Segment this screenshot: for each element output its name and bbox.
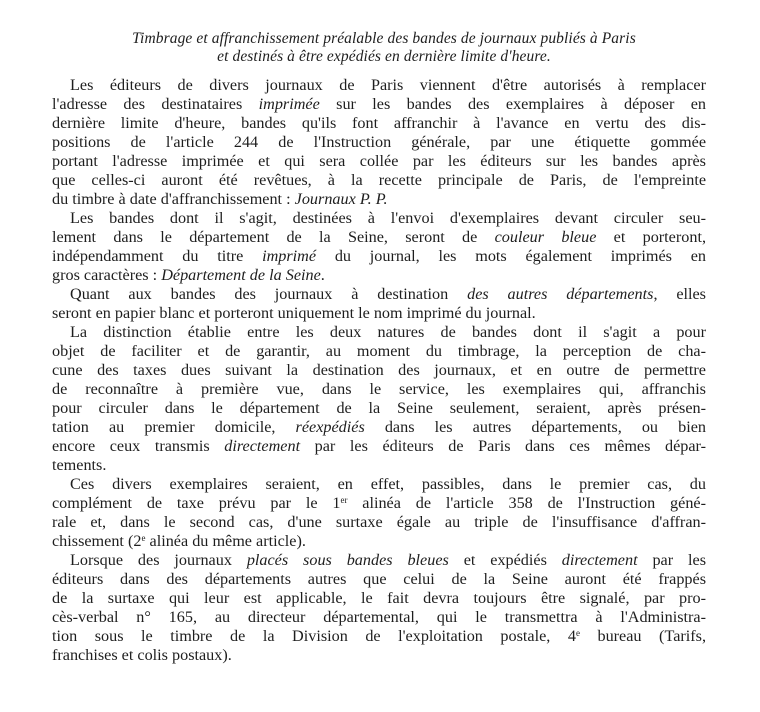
text-run: tements. xyxy=(52,456,107,474)
italic-text: des autres départements xyxy=(467,285,654,303)
text-line xyxy=(52,304,706,323)
italic-text: Journaux P. P. xyxy=(294,190,388,208)
text-run: dernière limite d'heure, bandes qu'ils font affranchir à l'avance en vertu des dis- xyxy=(52,114,706,132)
text-run: La distinction établie entre les deux natures de bandes dont il s'agit a pour xyxy=(70,323,706,341)
text-run: du timbre à date d'affranchissement : xyxy=(52,190,295,208)
text-run: complément de taxe prévu par le 1 xyxy=(52,494,341,512)
paragraph xyxy=(52,475,706,551)
text-line xyxy=(52,133,706,152)
text-line xyxy=(52,532,706,551)
text-run: Les bandes dont il s'agit, destinées à l'envoi d'exemplaires devant circuler seu- xyxy=(70,209,706,227)
paragraph xyxy=(52,209,706,285)
text-line xyxy=(52,152,706,171)
text-run: alinéa du même article). xyxy=(145,532,306,550)
superscript: e xyxy=(575,628,580,638)
italic-text: couleur bleue xyxy=(494,228,597,246)
italic-text: placés sous bandes bleues xyxy=(246,551,449,569)
text-run: gros caractères : xyxy=(52,266,162,284)
text-line xyxy=(52,380,706,399)
text-run: objet de faciliter et de garantir, au moment du timbrage, la perception de cha- xyxy=(52,342,706,360)
text-run: du journal, les mots également imprimés en xyxy=(316,247,706,265)
text-run: franchises et colis postaux). xyxy=(52,646,232,664)
text-line xyxy=(52,209,706,228)
text-line xyxy=(52,399,706,418)
text-line xyxy=(52,95,706,114)
text-line xyxy=(52,475,706,494)
text-run: . xyxy=(320,266,325,284)
paragraph xyxy=(52,76,706,209)
text-run: et porteront, xyxy=(596,228,706,246)
text-run: Quant aux bandes des journaux à destination xyxy=(70,285,468,303)
text-run: Lorsque des journaux xyxy=(70,551,247,569)
text-line xyxy=(52,247,706,266)
text-run: dans les autres départements, ou bien xyxy=(364,418,706,436)
text-line xyxy=(52,342,706,361)
title-line-1: Timbrage et affranchissement préalable des bandes de journaux publiés à Paris xyxy=(132,30,636,47)
text-line xyxy=(52,114,706,133)
superscript: er xyxy=(340,495,348,505)
text-line xyxy=(52,266,706,285)
document-page xyxy=(52,30,706,665)
text-run: positions de l'article 244 de l'Instruction générale, par une étiquette gommée xyxy=(52,133,706,151)
text-run: par les éditeurs de Paris dans ces mêmes dépar- xyxy=(300,437,706,455)
text-run: cès-verbal n° 165, au directeur départemental, qui le transmettra à l'Administra- xyxy=(52,608,706,626)
text-run: l'adresse des destinataires xyxy=(52,95,259,113)
text-run: et expédiés xyxy=(448,551,562,569)
text-run: rale et, dans le second cas, d'une surtaxe égale au triple de l'insuffisance d'affran- xyxy=(52,513,706,531)
text-run: encore ceux transmis xyxy=(52,437,225,455)
text-line xyxy=(52,228,706,247)
text-line xyxy=(52,627,706,646)
superscript: e xyxy=(141,533,146,543)
text-line xyxy=(52,171,706,190)
text-line xyxy=(52,551,706,570)
text-line xyxy=(52,285,706,304)
text-line xyxy=(52,190,706,209)
text-run: sur les bandes des exemplaires à déposer en xyxy=(319,95,706,113)
text-line xyxy=(52,589,706,608)
title-line-2: et destinés à être expédiés en dernière limite d'heure. xyxy=(217,48,551,65)
italic-text: réexpédiés xyxy=(295,418,365,436)
text-run: que celles-ci auront été revêtues, à la recette principale de Paris, de l'empreinte xyxy=(52,171,706,189)
text-run: bureau (Tarifs, xyxy=(579,627,707,645)
text-run: chissement (2 xyxy=(52,532,142,550)
paragraph xyxy=(52,551,706,665)
text-line xyxy=(52,361,706,380)
text-line xyxy=(52,646,706,665)
text-line xyxy=(52,494,706,513)
text-run: Ces divers exemplaires seraient, en effet, passibles, dans le premier cas, du xyxy=(70,475,706,493)
text-run: alinéa de l'article 358 de l'Instruction géné- xyxy=(347,494,706,512)
text-run: pour circuler dans le département de la Seine seulement, seraient, après présen- xyxy=(52,399,706,417)
text-run: , elles xyxy=(653,285,706,303)
italic-text: directement xyxy=(561,551,638,569)
text-line xyxy=(52,608,706,627)
text-line xyxy=(52,456,706,475)
text-line xyxy=(52,437,706,456)
text-run: par les xyxy=(637,551,706,569)
text-run: indépendamment du titre xyxy=(52,247,263,265)
text-run: seront en papier blanc et porteront uniquement le nom imprimé du journal. xyxy=(52,304,536,322)
text-line xyxy=(52,323,706,342)
document-body xyxy=(52,76,706,665)
text-run: Les éditeurs de divers journaux de Paris viennent d'être autorisés à remplacer xyxy=(70,76,706,94)
text-run: tation au premier domicile, xyxy=(52,418,296,436)
text-run: éditeurs dans des départements autres que celui de la Seine auront été frappés xyxy=(52,570,706,588)
text-line xyxy=(52,76,706,95)
text-line xyxy=(52,418,706,437)
text-line xyxy=(52,513,706,532)
italic-text: imprimée xyxy=(258,95,320,113)
italic-text: directement xyxy=(224,437,301,455)
text-run: tion sous le timbre de la Division de l'exploitation postale, 4 xyxy=(52,627,576,645)
text-run: cune des taxes dues suivant la destination des journaux, et en outre de permettre xyxy=(52,361,706,379)
text-line xyxy=(52,570,706,589)
text-run: de la surtaxe qui leur est applicable, le fait devra toujours être signalé, par pro- xyxy=(52,589,706,607)
paragraph xyxy=(52,285,706,323)
italic-text: imprimé xyxy=(262,247,317,265)
text-run: portant l'adresse imprimée et qui sera collée par les éditeurs sur les bandes après xyxy=(52,152,706,170)
text-run: de reconnaître à première vue, dans le service, les exemplaires qui, affranchis xyxy=(52,380,706,398)
paragraph xyxy=(52,323,706,475)
italic-text: Département de la Seine xyxy=(161,266,321,284)
text-run: lement dans le département de la Seine, seront de xyxy=(52,228,495,246)
document-title xyxy=(52,30,706,66)
